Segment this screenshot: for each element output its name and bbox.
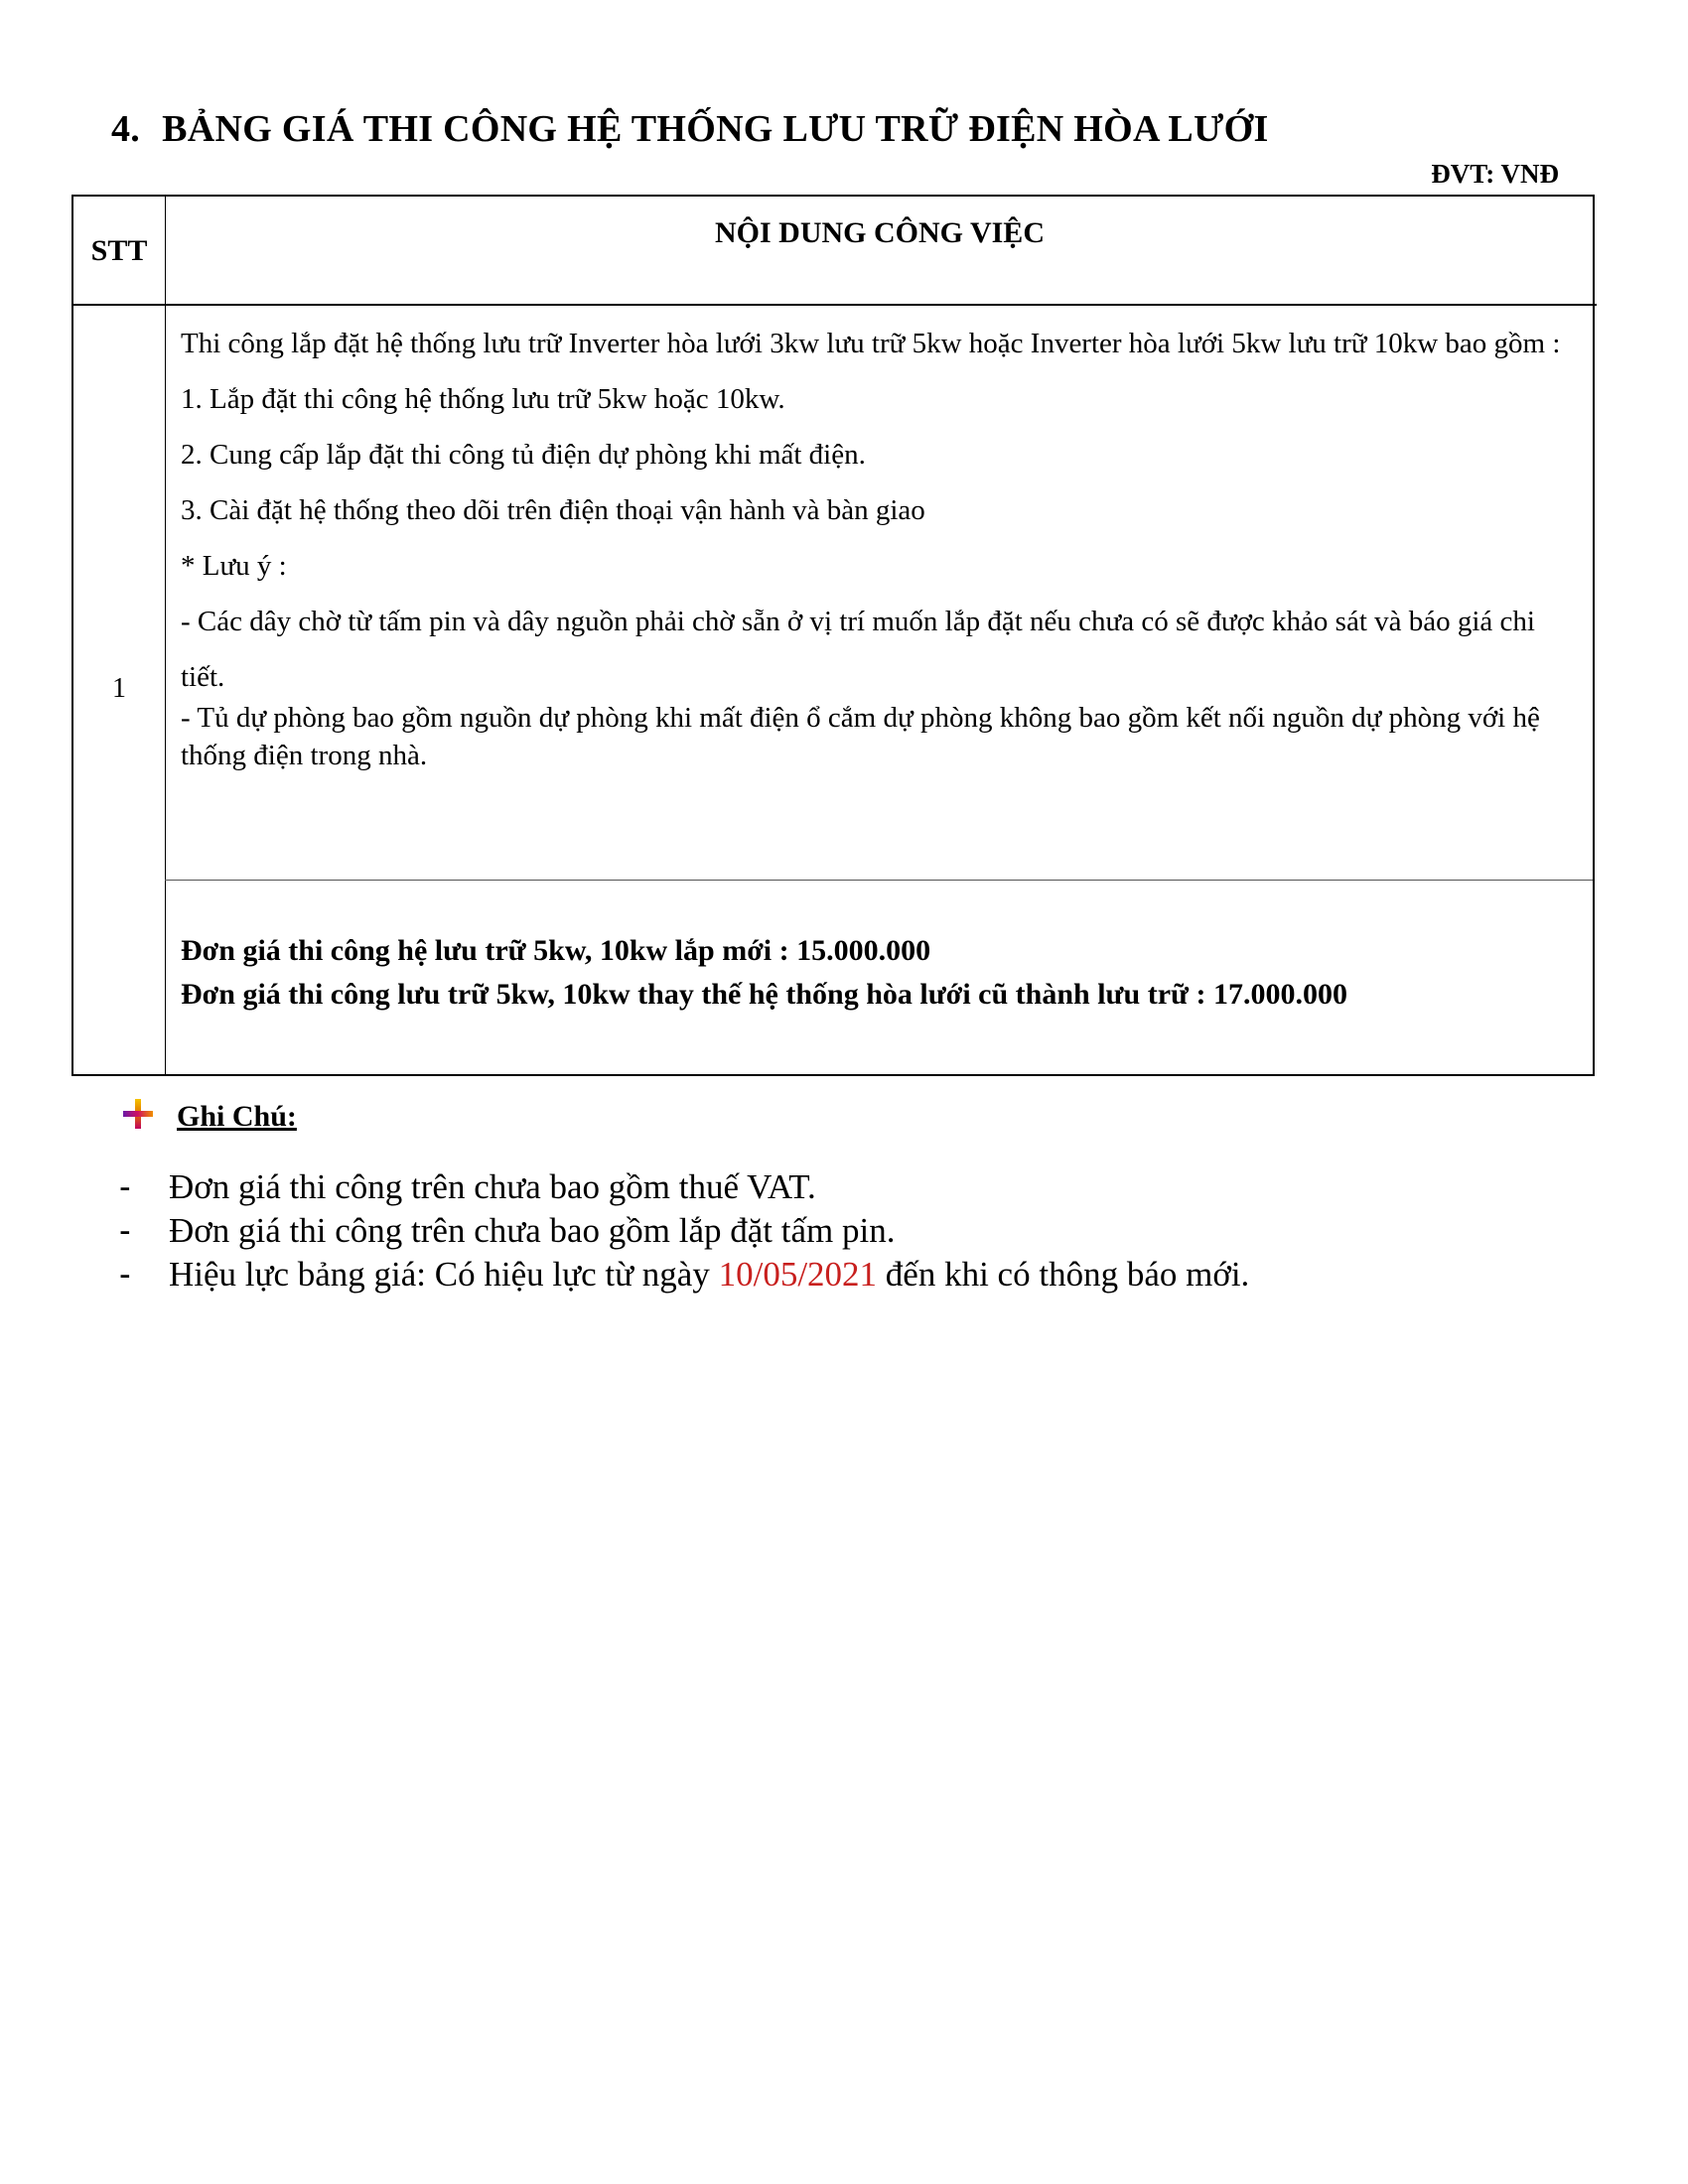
list-item: [119, 1209, 1249, 1253]
description-item-2: 2. Cung cấp lắp đặt thi công tủ điện dự phòng khi mất điện.: [181, 439, 866, 471]
note-vat: Đơn giá thi công trên chưa bao gồm thuế VAT.: [169, 1167, 816, 1206]
price-lines: [181, 929, 1571, 1017]
validity-prefix: Hiệu lực bảng giá: Có hiệu lực từ ngày: [169, 1255, 719, 1294]
price-new-install: Đơn giá thi công hệ lưu trữ 5kw, 10kw lắp mới : 15.000.000: [181, 934, 931, 967]
section-number: 4.: [111, 108, 141, 150]
column-divider: [165, 197, 166, 1074]
note-item-2: - Tủ dự phòng bao gồm nguồn dự phòng khi mất điện ổ cắm dự phòng không bao gồm kết nối nguồn dự phòng với hệ thống điện trong nhà.: [181, 702, 1540, 771]
page-heading: [111, 107, 1269, 151]
notes-title: Ghi Chú:: [177, 1100, 297, 1133]
notes-list: [119, 1165, 1249, 1297]
currency-unit: ĐVT: VNĐ: [1431, 159, 1559, 189]
validity-date: 10/05/2021: [718, 1255, 878, 1294]
header-stt: STT: [90, 234, 148, 267]
header-divider: [73, 304, 1597, 306]
row-number: 1: [112, 673, 126, 704]
list-dash: -: [119, 1167, 131, 1206]
notes-header: [123, 1100, 297, 1134]
price-divider: [165, 880, 1593, 881]
validity-suffix: đến khi có thông báo mới.: [877, 1255, 1250, 1294]
list-item: [119, 1253, 1249, 1297]
price-table: [71, 195, 1595, 1076]
note-validity: [169, 1253, 1249, 1297]
note-panels: Đơn giá thi công trên chưa bao gồm lắp đặt tấm pin.: [169, 1211, 896, 1250]
list-dash: -: [119, 1211, 131, 1250]
description-item-3: 3. Cài đặt hệ thống theo dõi trên điện thoại vận hành và bàn giao: [181, 494, 925, 526]
description-intro: Thi công lắp đặt hệ thống lưu trữ Inverter hòa lưới 3kw lưu trữ 5kw hoặc Inverter hòa lưới 5kw lưu trữ 10kw bao gồm :: [181, 328, 1561, 359]
list-item: [119, 1165, 1249, 1209]
description-item-1: 1. Lắp đặt thi công hệ thống lưu trữ 5kw hoặc 10kw.: [181, 383, 785, 415]
header-content: NỘI DUNG CÔNG VIỆC: [715, 216, 1045, 249]
work-description: [181, 316, 1571, 774]
price-replacement: Đơn giá thi công lưu trữ 5kw, 10kw thay thế hệ thống hòa lưới cũ thành lưu trữ : 17.000.000: [181, 978, 1348, 1011]
note-item-1: - Các dây chờ từ tấm pin và dây nguồn phải chờ sẵn ở vị trí muốn lắp đặt nếu chưa có sẽ được khảo sát và báo giá chi tiết.: [181, 606, 1535, 693]
cross-bullet-icon: [123, 1099, 153, 1129]
section-title: BẢNG GIÁ THI CÔNG HỆ THỐNG LƯU TRỮ ĐIỆN HÒA LƯỚI: [162, 108, 1269, 150]
note-heading: * Lưu ý :: [181, 550, 287, 582]
list-dash: -: [119, 1255, 131, 1294]
